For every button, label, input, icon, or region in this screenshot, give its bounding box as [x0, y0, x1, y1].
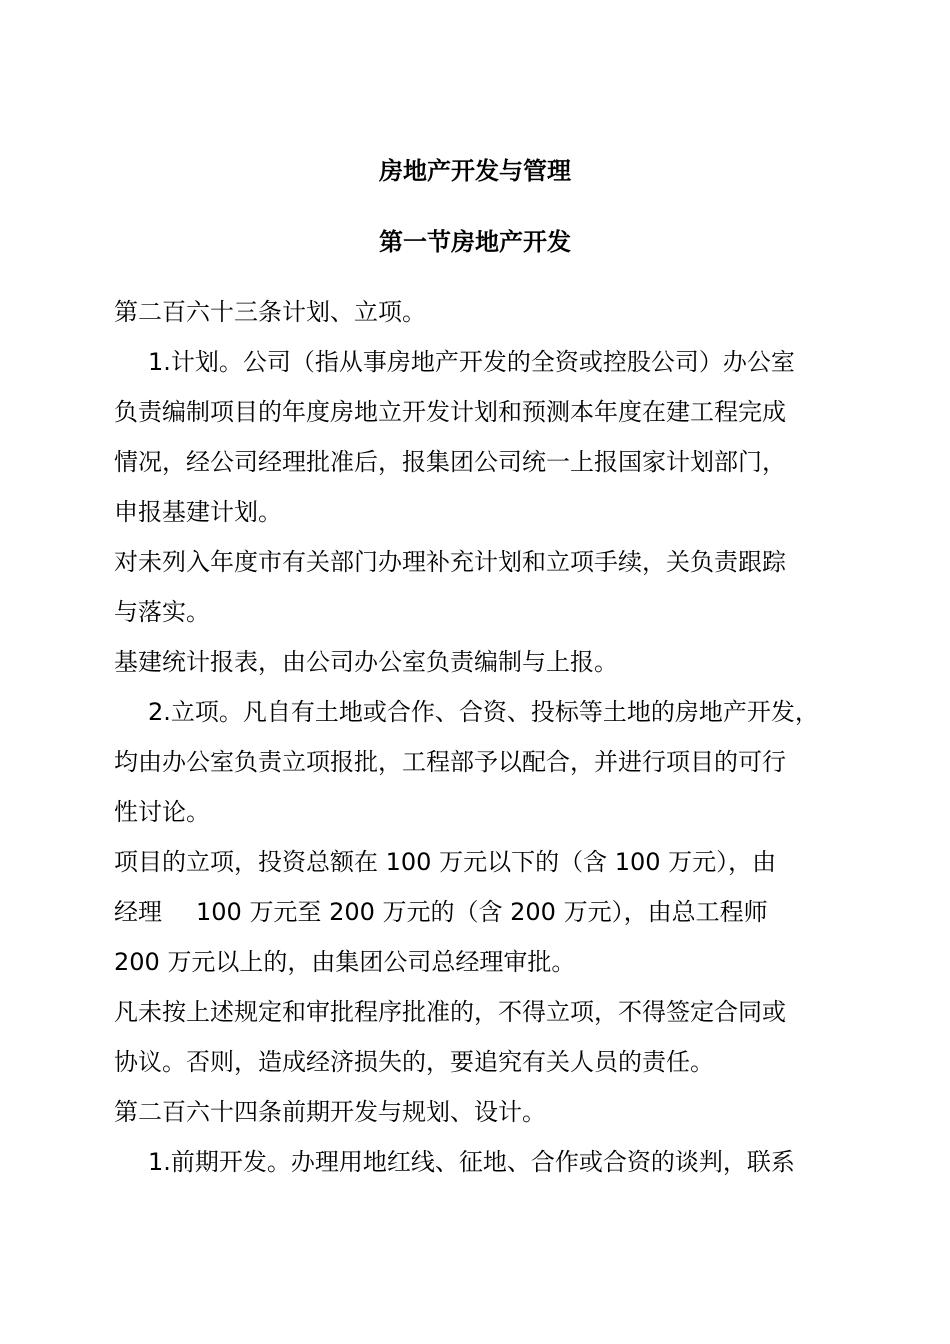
paragraph-line: 凡未按上述规定和审批程序批准的，不得立项，不得签定合同或 [114, 998, 786, 1026]
document-body [114, 287, 844, 1187]
paragraph-line: 申报基建计划。 [114, 498, 282, 526]
paragraph-line: 情况，经公司经理批准后，报集团公司统一上报国家计划部门， [114, 448, 786, 476]
paragraph-line: 负责编制项目的年度房地立开发计划和预测本年度在建工程完成 [114, 398, 786, 426]
paragraph-line: 2.立项。凡自有土地或合作、合资、投标等土地的房地产开发， [148, 698, 819, 726]
paragraph-line: 1.计划。公司（指从事房地产开发的全资或控股公司）办公室 [148, 348, 795, 376]
paragraph-line: 性讨论。 [114, 798, 210, 826]
paragraph-line: 对未列入年度市有关部门办理补充计划和立项手续，关负责跟踪 [114, 548, 786, 576]
line-rest: 100 万元至 200 万元的（含 200 万元），由总工程师 [196, 898, 768, 926]
paragraph-line: 200 万元以上的，由集团公司总经理审批。 [114, 948, 576, 976]
paragraph-line: 协议。否则，造成经济损失的，要追究有关人员的责任。 [114, 1048, 714, 1076]
section-title: 第一节房地产开发 [379, 228, 571, 256]
paragraph-line: 基建统计报表，由公司办公室负责编制与上报。 [114, 648, 618, 676]
article-heading-264: 第二百六十四条前期开发与规划、设计。 [114, 1098, 546, 1126]
paragraph-line: 1.前期开发。办理用地红线、征地、合作或合资的谈判，联系 [148, 1148, 795, 1176]
article-heading-263: 第二百六十三条计划、立项。 [114, 298, 426, 326]
paragraph-line: 均由办公室负责立项报批，工程部予以配合，并进行项目的可行 [114, 748, 786, 776]
paragraph-line: 项目的立项，投资总额在 100 万元以下的（含 100 万元），由 [114, 848, 777, 876]
line-prefix: 经理 [114, 898, 162, 926]
paragraph-line [114, 887, 844, 937]
paragraph-line: 与落实。 [114, 598, 210, 626]
document-title: 房地产开发与管理 [379, 157, 571, 185]
